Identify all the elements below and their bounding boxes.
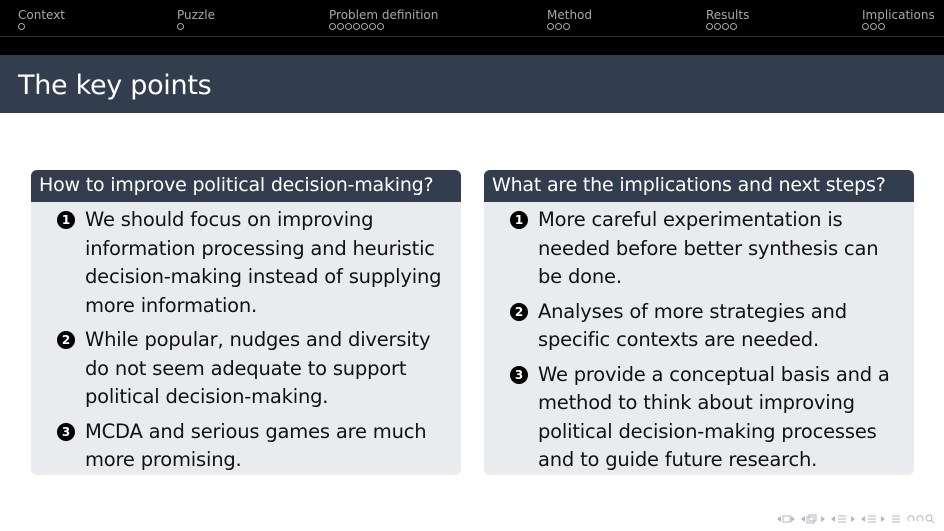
slide-dot[interactable] <box>563 23 570 30</box>
slide-dot[interactable] <box>18 23 25 30</box>
nav-section-label[interactable]: Results <box>706 8 750 22</box>
slide-dot[interactable] <box>377 23 384 30</box>
slide-dot[interactable] <box>722 23 729 30</box>
enumeration-badge: 2 <box>510 303 528 321</box>
slide-dot[interactable] <box>555 23 562 30</box>
block-implications-next-steps <box>484 170 914 475</box>
slide-dot[interactable] <box>337 23 344 30</box>
search-icon[interactable] <box>906 514 936 524</box>
navbar-spacer <box>0 36 944 55</box>
enumeration-badge: 2 <box>57 331 75 349</box>
beamer-navigation-symbols <box>776 513 936 525</box>
slide-dot[interactable] <box>361 23 368 30</box>
block-body <box>31 202 461 475</box>
slide-dot[interactable] <box>345 23 352 30</box>
enumeration-badge: 3 <box>510 366 528 384</box>
nav-section-context[interactable] <box>18 8 65 30</box>
slide-dot[interactable] <box>369 23 376 30</box>
slide-dot[interactable] <box>547 23 554 30</box>
slide-dot[interactable] <box>878 23 885 30</box>
frame-title-bar <box>0 55 944 113</box>
align-icon[interactable] <box>890 514 902 524</box>
page-title: The key points <box>18 70 212 101</box>
nav-section-results[interactable] <box>706 8 749 30</box>
list-item <box>31 326 453 412</box>
slide-dot[interactable] <box>862 23 869 30</box>
section-navigation-bar <box>0 0 944 36</box>
slide-dot[interactable] <box>870 23 877 30</box>
nav-section-label[interactable]: Puzzle <box>177 8 215 22</box>
block-title: What are the implications and next steps? <box>484 170 914 202</box>
nav-section-implications[interactable] <box>862 8 935 30</box>
list-item-text: Analyses of more strategies and specific contexts are needed. <box>538 299 847 351</box>
list-item-text: While popular, nudges and diversity do not seem adequate to support political decision-making. <box>85 328 431 408</box>
list-item-text: We should focus on improving information processing and heuristic decision-making instead of supplying more information. <box>85 208 442 317</box>
nav-slide-dots <box>18 23 65 30</box>
slide-dot[interactable] <box>706 23 713 30</box>
frame-prev-icon[interactable] <box>776 514 796 524</box>
nav-section-label[interactable]: Method <box>547 8 593 22</box>
list-item-text: More careful experimentation is needed before better synthesis can be done. <box>538 208 879 288</box>
slide-dot[interactable] <box>714 23 721 30</box>
nav-slide-dots <box>547 23 592 30</box>
slide-dot[interactable] <box>730 23 737 30</box>
nav-section-label[interactable]: Implications <box>862 8 935 22</box>
slide-dot[interactable] <box>177 23 184 30</box>
list-item-text: We provide a conceptual basis and a method to think about improving political decision-making processes and to guide future research. <box>538 362 890 471</box>
block-political-decision-making <box>31 170 461 475</box>
slide-dot[interactable] <box>329 23 336 30</box>
nav-section-problem-definition[interactable] <box>329 8 438 30</box>
slide-dot[interactable] <box>353 23 360 30</box>
nav-slide-dots <box>177 23 215 30</box>
list-item <box>484 361 906 475</box>
nav-section-puzzle[interactable] <box>177 8 215 30</box>
list-item-text: MCDA and serious games are much more promising. <box>85 419 427 471</box>
section-icon[interactable] <box>860 514 886 524</box>
enumeration-badge: 1 <box>57 211 75 229</box>
enumeration-badge: 3 <box>57 423 75 441</box>
nav-slide-dots <box>329 23 438 30</box>
nav-slide-dots <box>706 23 749 30</box>
enumeration-badge: 1 <box>510 211 528 229</box>
block-body <box>484 202 914 475</box>
block-title: How to improve political decision-making? <box>31 170 461 202</box>
list-item <box>31 206 453 320</box>
nav-slide-dots <box>862 23 935 30</box>
nav-section-method[interactable] <box>547 8 592 30</box>
list-item <box>31 418 453 475</box>
nav-section-label[interactable]: Context <box>18 8 66 22</box>
subsection-icon[interactable] <box>830 514 856 524</box>
list-item <box>484 206 906 292</box>
nav-section-label[interactable]: Problem definition <box>329 8 439 22</box>
list-item <box>484 298 906 355</box>
slide-icon[interactable] <box>800 514 826 524</box>
